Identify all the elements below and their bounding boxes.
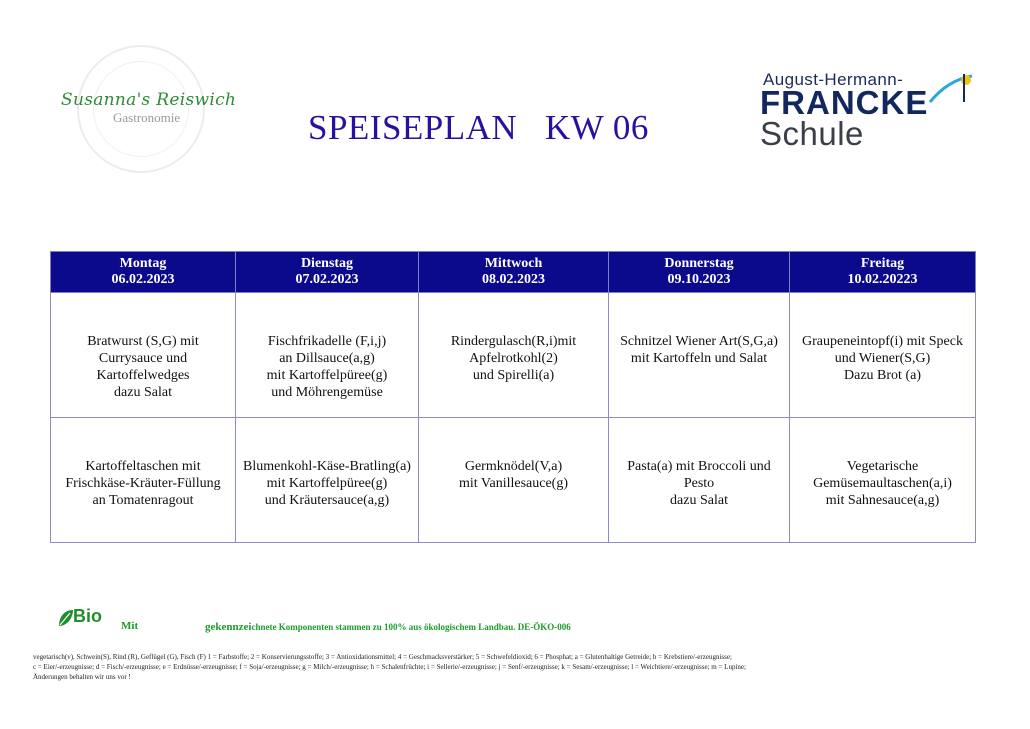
page-title: SPEISEPLAN KW 06 [308, 108, 649, 147]
school-logo-mid: FRANCKE [760, 84, 929, 121]
bio-logo [57, 606, 117, 630]
meal-cell-thursday-2: Pasta(a) mit Broccoli und Pesto dazu Salat [609, 418, 790, 543]
day-header-row [51, 252, 976, 293]
legend-line-1: vegetarisch(v), Schwein(S), Rind (R), Geflügel (G), Fisch (F) 1 = Farbstoffe; 2 = Konservierungsstoffe; 3 = Antioxidationsmittel; 4 = Geschmacksverstärker; 5 = Schwefeldioxid; 6 = Phosphat; a = Glutenhaltige Getreide; b = Krebstiere/-erzeugnisse; [33, 653, 732, 661]
meal-cell-friday-1: Graupeneintopf(i) mit Speck und Wiener(S,G) Dazu Brot (a) [790, 293, 976, 418]
meal-row-2 [51, 418, 976, 543]
school-logo-top: August-Hermann- [763, 70, 904, 89]
day-header-thursday: Donnerstag 09.10.2023 [609, 252, 790, 293]
caterer-logo-subtitle: Gastronomie [113, 110, 181, 125]
meal-cell-wednesday-1: Rindergulasch(R,i)mit Apfelrotkohl(2) und Spirelli(a) [419, 293, 609, 418]
legend-line-2: c = Eier/-erzeugnisse; d = Fisch/-erzeugnisse; e = Erdnüsse/-erzeugnisse; f = Soja/-erzeugnisse; g = Milch/-erzeugnisse; h = Schalenfrüchte; i = Sellerie/-erzeugnisse; j = Senf/-erzeugnisse; k = Sesam/-erzeugnisse; l = Weichtiere/-erzeugnisse; m = Lupine; [33, 663, 746, 671]
day-header-friday: Freitag 10.02.20223 [790, 252, 976, 293]
day-header-wednesday: Mittwoch 08.02.2023 [419, 252, 609, 293]
day-header-monday: Montag 06.02.2023 [51, 252, 236, 293]
school-logo-swoosh-icon [928, 72, 978, 112]
meal-row-1 [51, 293, 976, 418]
bio-note-lead: gekennzei [205, 621, 252, 633]
allergen-legend [33, 652, 746, 682]
bio-logo-word: Bio [73, 606, 102, 626]
meal-cell-wednesday-2: Germknödel(V,a) mit Vanillesauce(g) [419, 418, 609, 543]
caterer-logo-name: Susanna's Reiswich [61, 90, 237, 110]
meal-cell-monday-1: Bratwurst (S,G) mit Currysauce und Kartoffelwedges dazu Salat [51, 293, 236, 418]
legend-line-3: Änderungen behalten wir uns vor ! [33, 673, 131, 681]
bio-note [205, 621, 571, 633]
meal-cell-tuesday-2: Blumenkohl-Käse-Bratling(a) mit Kartoffelpüree(g) und Kräutersauce(a,g) [236, 418, 419, 543]
meal-cell-monday-2: Kartoffeltaschen mit Frischkäse-Kräuter-Füllung an Tomatenragout [51, 418, 236, 543]
day-header-tuesday: Dienstag 07.02.2023 [236, 252, 419, 293]
school-logo-bot: Schule [760, 115, 864, 152]
caterer-logo [55, 45, 237, 175]
school-logo [760, 70, 990, 160]
bio-mit-label: Mit [121, 620, 139, 632]
bio-note-rest: chnete Komponenten stammen zu 100% aus ökologischem Landbau. DE-ÖKO-006 [251, 622, 571, 632]
meal-plan-table [50, 251, 976, 543]
meal-cell-thursday-1: Schnitzel Wiener Art(S,G,a) mit Kartoffeln und Salat [609, 293, 790, 418]
meal-cell-friday-2: Vegetarische Gemüsemaultaschen(a,i) mit Sahnesauce(a,g) [790, 418, 976, 543]
meal-cell-tuesday-1: Fischfrikadelle (F,i,j) an Dillsauce(a,g) mit Kartoffelpüree(g) und Möhrengemüse [236, 293, 419, 418]
